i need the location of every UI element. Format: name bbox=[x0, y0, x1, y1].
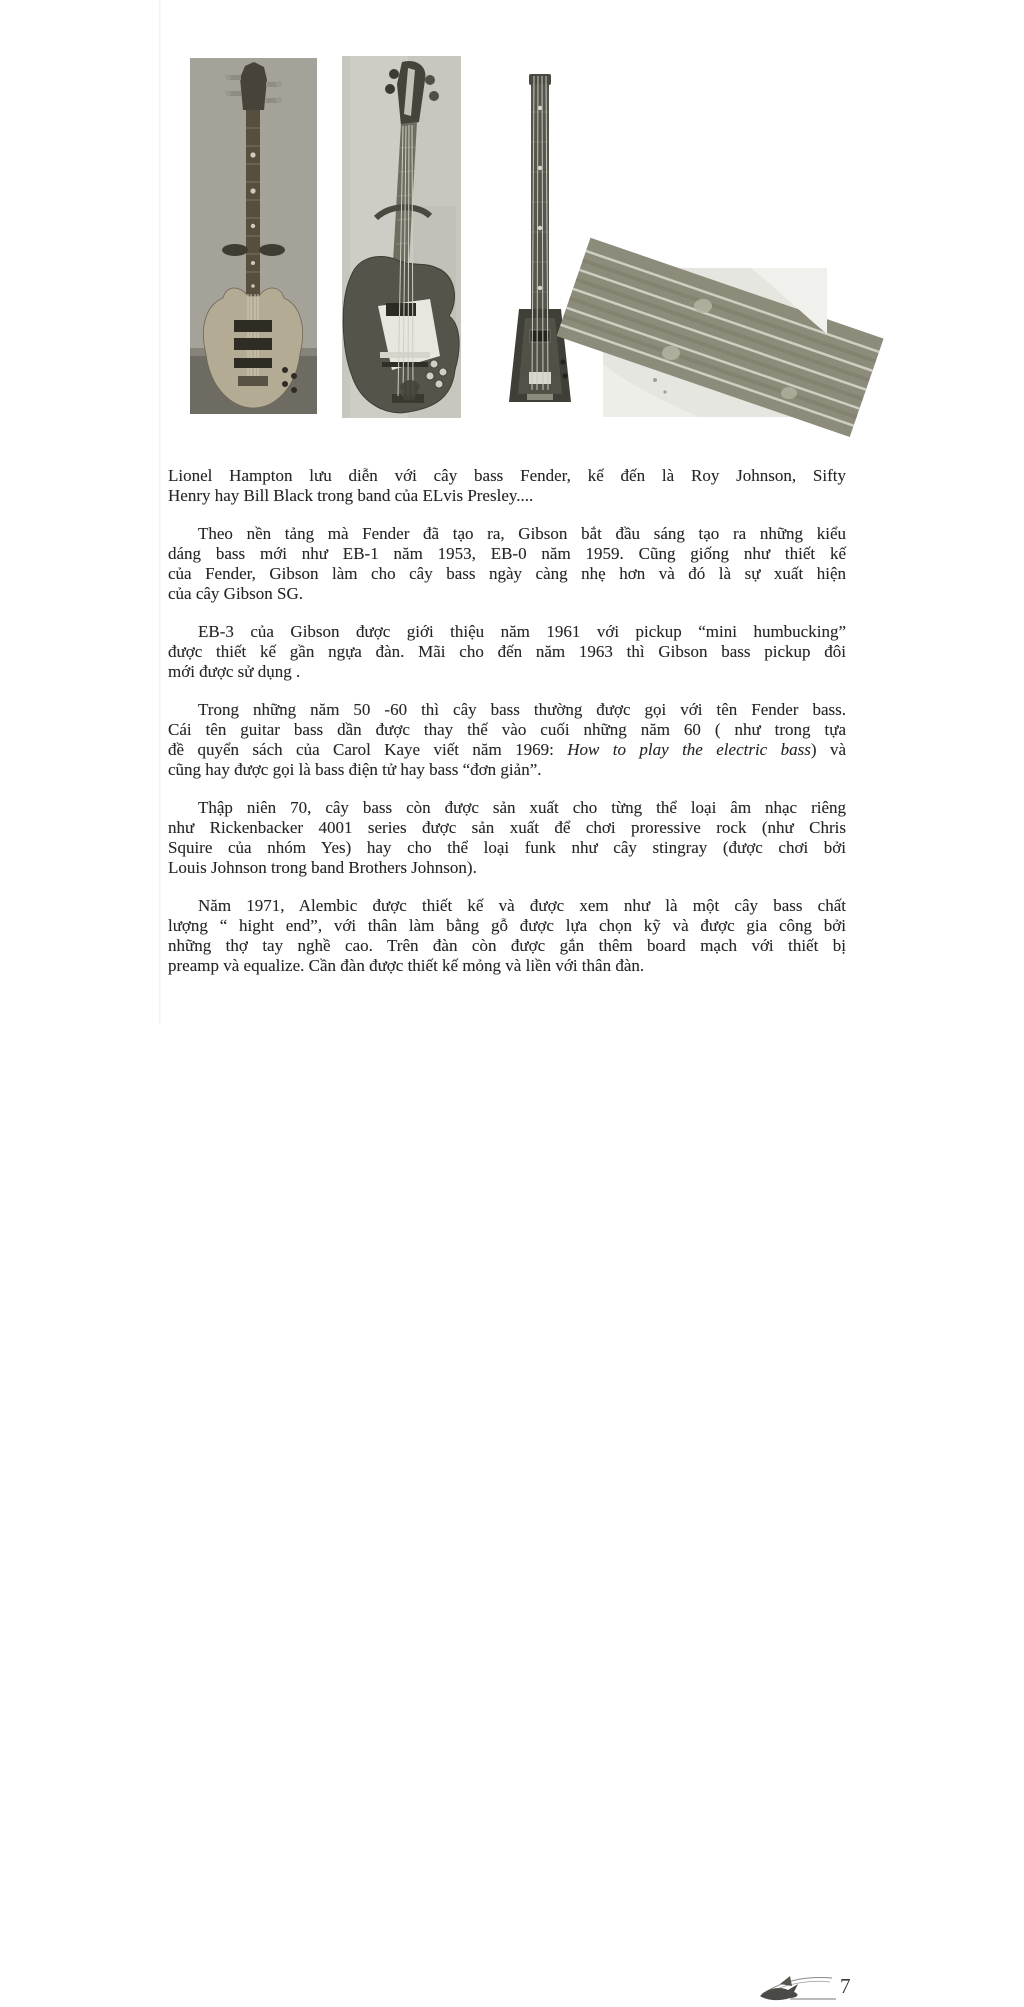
text-line: của cây Gibson SG. bbox=[168, 584, 304, 603]
swallow-sketch-icon bbox=[754, 1972, 838, 2002]
text-line: những thợ tay nghề cao. Trên đàn còn được gắn thêm board mạch với thiết bị bbox=[168, 936, 846, 955]
text-line: như Rickenbacker 4001 series được sản xuất để chơi proressive rock (như Chris bbox=[168, 818, 846, 837]
paragraph-4 bbox=[168, 700, 846, 780]
text-line: Louis Johnson trong band Brothers Johnson). bbox=[168, 858, 477, 877]
text-line: mới được sử dụng . bbox=[168, 662, 301, 681]
photo-rickenbacker-bass bbox=[342, 56, 461, 418]
text-line: được thiết kế gần ngựa đàn. Mãi cho đến năm 1963 thì Gibson bass pickup đôi bbox=[168, 642, 846, 661]
flourish-graphic bbox=[754, 1972, 838, 2007]
text-line: EB-3 của Gibson được giới thiệu năm 1961 với pickup “mini humbucking” bbox=[198, 622, 846, 641]
text-line: của Fender, Gibson làm cho cây bass ngày càng nhẹ hơn và đó là sự xuất hiện bbox=[168, 564, 846, 583]
text-line: Squire của nhóm Yes) hay cho thể loại funk như cây stingray (được chơi bởi bbox=[168, 838, 846, 857]
photo-fretboard-closeup bbox=[603, 268, 827, 417]
body-text bbox=[168, 466, 846, 976]
text-line bbox=[168, 740, 846, 760]
photo-solidbody-bass bbox=[190, 58, 317, 414]
book-title-italic: How to play the electric bass bbox=[567, 740, 811, 759]
bass-guitar-photo-2-graphic bbox=[342, 56, 461, 418]
bass-guitar-photo-1-graphic bbox=[190, 58, 317, 414]
text-line: dáng bass mới như EB-1 năm 1953, EB-0 năm 1959. Cũng giống như thiết kế bbox=[168, 544, 846, 563]
fretboard-closeup-graphic bbox=[603, 268, 827, 417]
text-line: preamp và equalize. Cần đàn được thiết kế mỏng và liền với thân đàn. bbox=[168, 956, 645, 975]
page-footer bbox=[0, 984, 1024, 1998]
paragraph-1 bbox=[168, 466, 846, 506]
text-line: lượng “ hight end”, với thân làm bằng gỗ được lựa chọn kỹ và được gia công bởi bbox=[168, 916, 846, 935]
page-number: 7 bbox=[840, 1974, 851, 1998]
photo-headless-bass bbox=[505, 72, 575, 410]
text-line: Thập niên 70, cây bass còn được sản xuất cho từng thể loại âm nhạc riêng bbox=[198, 798, 846, 817]
text-line: Theo nền tảng mà Fender đã tạo ra, Gibson bắt đầu sáng tạo ra những kiểu bbox=[198, 524, 846, 543]
paragraph-5 bbox=[168, 798, 846, 878]
text-line: cũng hay được gọi là bass điện tử hay bass “đơn giản”. bbox=[168, 760, 542, 779]
text-segment: đề quyển sách của Carol Kaye viết năm 1969: bbox=[168, 740, 568, 759]
paragraph-3 bbox=[168, 622, 846, 682]
bass-guitar-photo-3-graphic bbox=[505, 72, 575, 410]
text-line: Cái tên guitar bass dần được thay thế vào cuối những năm 60 ( như trong tựa bbox=[168, 720, 846, 739]
paragraph-2 bbox=[168, 524, 846, 604]
text-line: Henry hay Bill Black trong band của ELvis Presley.... bbox=[168, 486, 534, 505]
paragraph-6 bbox=[168, 896, 846, 976]
page-edge-line bbox=[159, 0, 161, 1024]
text-line: Lionel Hampton lưu diễn với cây bass Fender, kế đến là Roy Johnson, Sifty bbox=[168, 466, 846, 485]
text-line: Năm 1971, Alembic được thiết kế và được xem như là một cây bass chất bbox=[198, 896, 846, 915]
text-segment: ) và bbox=[810, 740, 846, 759]
text-line: Trong những năm 50 -60 thì cây bass thường được gọi với tên Fender bass. bbox=[198, 700, 846, 719]
